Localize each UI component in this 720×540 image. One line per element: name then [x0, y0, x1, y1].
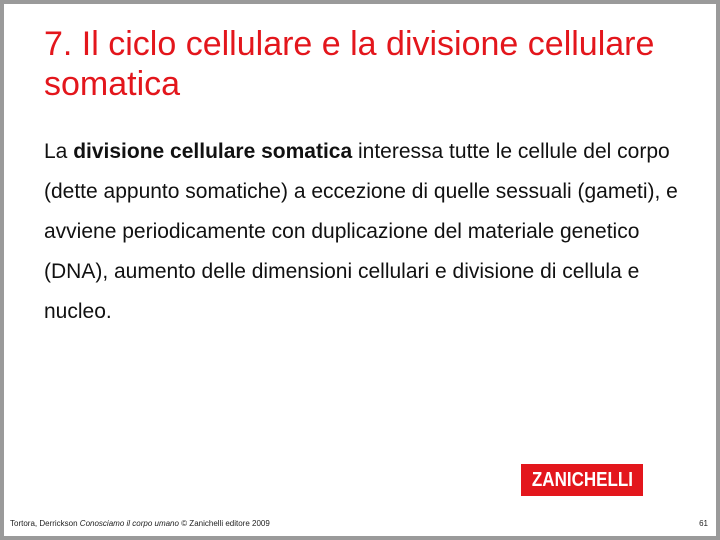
logo-text: ZANICHELLI [531, 468, 633, 491]
footer-credit [10, 519, 270, 528]
slide-body-text [44, 132, 684, 332]
body-text-rest: interessa tutte le cellule del corpo (dette appunto somatiche) a eccezione di quelle sessuali (gameti), e avviene periodicamente con duplicazione del materiale genetico (DNA), aumento delle dimensioni cellulari e divisione di cellula e nucleo. [44, 140, 678, 323]
body-text-intro: La [44, 140, 74, 163]
footer-authors: Tortora, Derrickson [10, 519, 80, 528]
body-text-bold-term: divisione cellulare somatica [73, 140, 353, 163]
page-number: 61 [699, 519, 708, 528]
zanichelli-logo [521, 464, 643, 496]
footer-publisher: © Zanichelli editore 2009 [178, 519, 270, 528]
slide-title: 7. Il ciclo cellulare e la divisione cellulare somatica [44, 25, 655, 103]
slide [4, 4, 716, 536]
footer-book-title: Conosciamo il corpo umano [79, 519, 179, 528]
